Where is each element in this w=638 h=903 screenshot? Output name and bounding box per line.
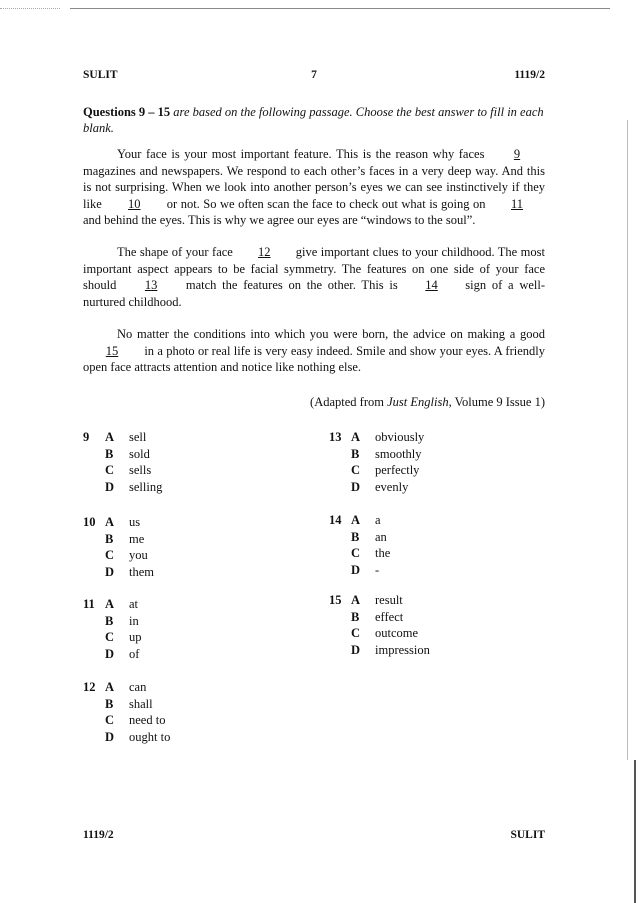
option-a <box>105 515 140 531</box>
option-letter: A <box>105 680 115 694</box>
scan-artifact-line <box>0 8 60 9</box>
option-letter: D <box>351 562 361 577</box>
passage-source: (Adapted from Just English, Volume 9 Issue 1) <box>310 395 545 409</box>
option-d <box>351 563 379 579</box>
option-b <box>105 697 153 713</box>
question-10 <box>83 515 283 585</box>
instructions <box>83 104 545 136</box>
option-d <box>351 643 430 659</box>
option-text: need to <box>129 713 166 727</box>
footer-classification: SULIT <box>510 829 545 841</box>
option-text: us <box>129 515 141 529</box>
option-a <box>105 680 146 696</box>
question-number: 11 <box>83 597 95 611</box>
option-letter: A <box>351 513 361 527</box>
option-letter: D <box>105 646 115 661</box>
option-text: sold <box>129 446 150 461</box>
question-13 <box>329 430 529 500</box>
source-title: Just English <box>387 395 449 409</box>
option-letter: D <box>105 729 115 744</box>
option-c <box>351 463 419 479</box>
option-text: of <box>129 646 140 661</box>
passage-paragraph-1: Your face is your most important feature. This is the reason why faces 9 magazines and newspapers. We respond to each other’s faces in a very deep way. And this is not surprising. When we look into another person’s eyes we can see instinctively if they like 10 or not. So we often scan the face to check out what is going on 11 and behind the eyes. This is why we agree our eyes are “windows to the soul”. <box>83 147 545 227</box>
option-letter: B <box>351 529 360 544</box>
page-header <box>83 69 545 83</box>
question-number: 14 <box>329 513 342 527</box>
option-letter: D <box>105 479 115 494</box>
option-letter: C <box>105 463 115 477</box>
option-b <box>351 447 422 463</box>
option-text: impression <box>375 642 430 657</box>
option-letter: C <box>351 463 361 477</box>
option-text: up <box>129 630 142 644</box>
option-letter: C <box>105 548 115 562</box>
option-letter: B <box>105 531 114 546</box>
option-text: shall <box>129 696 153 711</box>
blank-14: 14 <box>425 278 438 292</box>
question-14 <box>329 513 529 583</box>
option-b <box>351 610 403 626</box>
option-a <box>105 430 146 446</box>
question-number: 12 <box>83 680 96 694</box>
option-text: me <box>129 531 145 546</box>
option-c <box>351 546 390 562</box>
blank-11: 11 <box>511 196 524 211</box>
option-letter: B <box>351 609 360 624</box>
question-11 <box>83 597 283 667</box>
instruction-question-range: Questions 9 – 15 <box>83 105 171 119</box>
option-c <box>105 630 142 646</box>
option-d <box>105 480 162 496</box>
blank-13: 13 <box>144 278 158 292</box>
option-b <box>105 614 139 630</box>
option-text: the <box>375 546 391 560</box>
footer-paper-code: 1119/2 <box>83 829 114 841</box>
option-text: them <box>129 564 154 579</box>
question-number: 15 <box>329 593 342 607</box>
option-text: smoothly <box>375 446 422 461</box>
option-letter: B <box>105 446 114 461</box>
option-c <box>105 548 148 564</box>
passage-paragraph-3: No matter the conditions into which you were born, the advice on making a good 15 in a photo or real life is very easy indeed. Smile and show your eyes. A friendly open face attracts attention and notice like nothing else. <box>83 327 546 374</box>
page-number: 7 <box>311 69 317 81</box>
option-letter: A <box>351 593 361 607</box>
paper-code: 1119/2 <box>514 69 545 81</box>
option-letter: A <box>105 515 115 529</box>
option-text: ought to <box>129 729 171 744</box>
option-text: result <box>375 593 403 607</box>
question-number: 10 <box>83 515 96 529</box>
header-classification: SULIT <box>83 69 118 81</box>
blank-9: 9 <box>513 147 521 161</box>
scan-artifact-line <box>634 760 636 903</box>
option-a <box>351 593 403 609</box>
option-letter: A <box>105 430 115 444</box>
option-text: evenly <box>375 479 409 494</box>
option-text: at <box>129 597 139 611</box>
scan-artifact-line <box>627 120 628 760</box>
option-d <box>105 565 154 581</box>
option-b <box>105 532 144 548</box>
instruction-text-end: blank. <box>83 121 114 135</box>
option-d <box>351 480 408 496</box>
option-letter: B <box>105 696 114 711</box>
option-text: can <box>129 680 147 694</box>
option-text: an <box>375 529 387 544</box>
option-a <box>351 430 424 446</box>
option-letter: A <box>351 430 361 444</box>
option-text: in <box>129 613 139 628</box>
option-letter: B <box>351 446 360 461</box>
option-a <box>105 597 138 613</box>
option-text: perfectly <box>375 463 420 477</box>
option-text: sell <box>129 430 147 444</box>
option-letter: C <box>105 713 115 727</box>
instruction-text: are based on the following passage. Choose the best answer to fill in each <box>173 105 544 119</box>
option-letter: A <box>105 597 115 611</box>
option-c <box>351 626 418 642</box>
option-a <box>351 513 381 529</box>
question-number: 9 <box>83 430 90 444</box>
option-c <box>105 463 151 479</box>
option-text: you <box>129 548 148 562</box>
option-b <box>351 530 387 546</box>
option-letter: C <box>105 630 115 644</box>
option-letter: C <box>351 546 361 560</box>
option-text: sells <box>129 463 152 477</box>
passage-paragraph-2: The shape of your face 12 give important clues to your childhood. The most important aspect appears to be facial symmetry. The features on one side of your face should 13 match the features on the other. This is 14 sign of a well-nurtured childhood. <box>83 245 546 309</box>
option-text: obviously <box>375 430 425 444</box>
blank-10: 10 <box>128 196 141 211</box>
option-text: outcome <box>375 626 419 640</box>
blank-15: 15 <box>105 343 119 358</box>
option-d <box>105 647 139 663</box>
option-letter: C <box>351 626 361 640</box>
option-letter: D <box>351 642 361 657</box>
question-9 <box>83 430 283 500</box>
option-text: - <box>375 562 380 577</box>
option-letter: B <box>105 613 114 628</box>
option-text: selling <box>129 479 163 494</box>
option-letter: D <box>351 479 361 494</box>
option-letter: D <box>105 564 115 579</box>
scan-artifact-line <box>70 8 610 9</box>
question-15 <box>329 593 529 663</box>
option-text: a <box>375 513 381 527</box>
option-text: effect <box>375 609 404 624</box>
option-b <box>105 447 150 463</box>
question-12 <box>83 680 283 750</box>
blank-12: 12 <box>258 245 271 259</box>
option-d <box>105 730 170 746</box>
option-c <box>105 713 165 729</box>
page-footer <box>83 829 545 843</box>
question-number: 13 <box>329 430 342 444</box>
